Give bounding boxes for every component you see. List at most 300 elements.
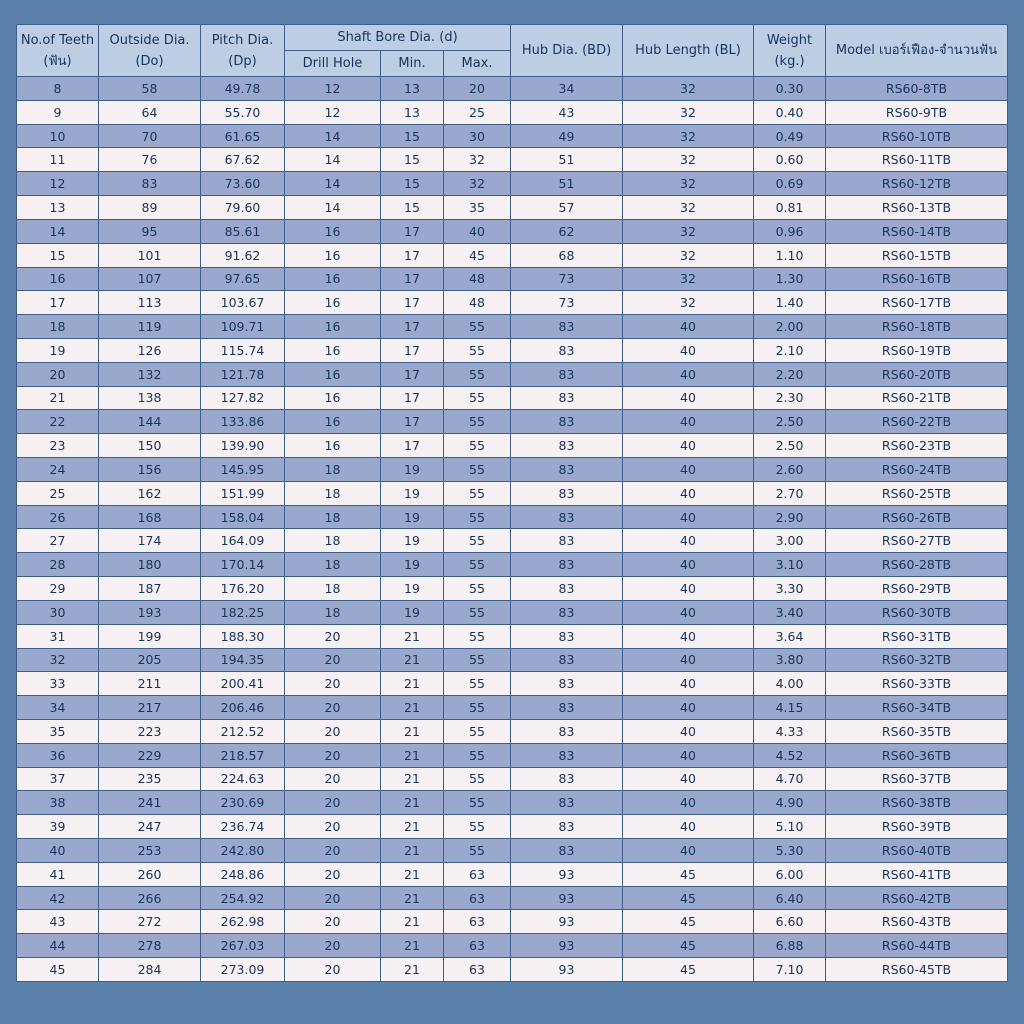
cell-weight: 2.30 [754, 386, 826, 410]
cell-teeth: 12 [17, 172, 99, 196]
table-row [17, 791, 1008, 815]
cell-model: RS60-35TB [826, 719, 1008, 743]
cell-teeth: 11 [17, 148, 99, 172]
header-row-top [17, 25, 1008, 51]
cell-outside-dia: 76 [99, 148, 201, 172]
cell-model: RS60-15TB [826, 243, 1008, 267]
cell-teeth: 27 [17, 529, 99, 553]
cell-hub-length: 32 [623, 77, 754, 101]
cell-max-bore: 55 [444, 338, 511, 362]
cell-weight: 1.40 [754, 291, 826, 315]
cell-max-bore: 55 [444, 648, 511, 672]
cell-pitch-dia: 55.70 [201, 100, 285, 124]
cell-teeth: 31 [17, 624, 99, 648]
cell-weight: 0.81 [754, 196, 826, 220]
cell-drill-hole: 20 [285, 815, 381, 839]
cell-drill-hole: 20 [285, 862, 381, 886]
cell-min-bore: 19 [381, 529, 444, 553]
cell-weight: 6.60 [754, 910, 826, 934]
cell-hub-length: 32 [623, 291, 754, 315]
cell-teeth: 34 [17, 696, 99, 720]
table-row [17, 767, 1008, 791]
cell-weight: 7.10 [754, 958, 826, 982]
cell-min-bore: 21 [381, 958, 444, 982]
cell-hub-length: 45 [623, 934, 754, 958]
cell-teeth: 41 [17, 862, 99, 886]
cell-drill-hole: 20 [285, 910, 381, 934]
cell-hub-length: 40 [623, 434, 754, 458]
cell-drill-hole: 16 [285, 410, 381, 434]
cell-weight: 4.70 [754, 767, 826, 791]
table-row [17, 719, 1008, 743]
cell-model: RS60-40TB [826, 839, 1008, 863]
cell-hub-dia: 83 [511, 362, 623, 386]
cell-pitch-dia: 212.52 [201, 719, 285, 743]
cell-weight: 3.30 [754, 577, 826, 601]
cell-pitch-dia: 158.04 [201, 505, 285, 529]
cell-model: RS60-38TB [826, 791, 1008, 815]
cell-model: RS60-9TB [826, 100, 1008, 124]
cell-min-bore: 21 [381, 696, 444, 720]
cell-teeth: 36 [17, 743, 99, 767]
cell-pitch-dia: 85.61 [201, 219, 285, 243]
cell-model: RS60-32TB [826, 648, 1008, 672]
cell-hub-length: 40 [623, 743, 754, 767]
cell-hub-dia: 83 [511, 791, 623, 815]
cell-outside-dia: 83 [99, 172, 201, 196]
cell-max-bore: 45 [444, 243, 511, 267]
cell-drill-hole: 12 [285, 77, 381, 101]
cell-model: RS60-37TB [826, 767, 1008, 791]
cell-outside-dia: 119 [99, 315, 201, 339]
cell-drill-hole: 20 [285, 696, 381, 720]
table-row [17, 434, 1008, 458]
cell-drill-hole: 20 [285, 958, 381, 982]
cell-model: RS60-41TB [826, 862, 1008, 886]
cell-drill-hole: 16 [285, 219, 381, 243]
cell-min-bore: 17 [381, 338, 444, 362]
cell-pitch-dia: 109.71 [201, 315, 285, 339]
cell-max-bore: 55 [444, 600, 511, 624]
cell-min-bore: 17 [381, 434, 444, 458]
cell-weight: 3.00 [754, 529, 826, 553]
cell-weight: 4.52 [754, 743, 826, 767]
cell-teeth: 42 [17, 886, 99, 910]
cell-drill-hole: 14 [285, 196, 381, 220]
cell-drill-hole: 16 [285, 291, 381, 315]
cell-max-bore: 55 [444, 458, 511, 482]
cell-hub-length: 32 [623, 243, 754, 267]
table-row [17, 553, 1008, 577]
cell-outside-dia: 253 [99, 839, 201, 863]
cell-model: RS60-13TB [826, 196, 1008, 220]
cell-hub-length: 40 [623, 648, 754, 672]
cell-outside-dia: 150 [99, 434, 201, 458]
cell-min-bore: 19 [381, 577, 444, 601]
cell-hub-length: 40 [623, 386, 754, 410]
cell-model: RS60-39TB [826, 815, 1008, 839]
cell-weight: 3.80 [754, 648, 826, 672]
cell-max-bore: 55 [444, 672, 511, 696]
cell-weight: 0.49 [754, 124, 826, 148]
cell-hub-length: 40 [623, 672, 754, 696]
header-hub-length: Hub Length (BL) [623, 25, 754, 77]
cell-drill-hole: 18 [285, 505, 381, 529]
cell-min-bore: 15 [381, 196, 444, 220]
cell-drill-hole: 16 [285, 315, 381, 339]
cell-hub-length: 40 [623, 529, 754, 553]
cell-min-bore: 19 [381, 553, 444, 577]
cell-hub-dia: 83 [511, 458, 623, 482]
table-row [17, 934, 1008, 958]
cell-max-bore: 20 [444, 77, 511, 101]
cell-outside-dia: 95 [99, 219, 201, 243]
header-drill-hole: Drill Hole [285, 51, 381, 77]
table-row [17, 958, 1008, 982]
cell-drill-hole: 16 [285, 243, 381, 267]
table-row [17, 624, 1008, 648]
cell-min-bore: 15 [381, 124, 444, 148]
cell-outside-dia: 266 [99, 886, 201, 910]
cell-hub-dia: 83 [511, 600, 623, 624]
cell-pitch-dia: 170.14 [201, 553, 285, 577]
cell-weight: 0.40 [754, 100, 826, 124]
cell-outside-dia: 70 [99, 124, 201, 148]
cell-max-bore: 55 [444, 696, 511, 720]
cell-max-bore: 32 [444, 148, 511, 172]
cell-pitch-dia: 262.98 [201, 910, 285, 934]
cell-pitch-dia: 91.62 [201, 243, 285, 267]
cell-teeth: 33 [17, 672, 99, 696]
cell-weight: 2.90 [754, 505, 826, 529]
cell-model: RS60-20TB [826, 362, 1008, 386]
cell-drill-hole: 18 [285, 481, 381, 505]
cell-hub-length: 32 [623, 100, 754, 124]
cell-min-bore: 21 [381, 767, 444, 791]
cell-pitch-dia: 127.82 [201, 386, 285, 410]
cell-pitch-dia: 133.86 [201, 410, 285, 434]
cell-outside-dia: 278 [99, 934, 201, 958]
cell-model: RS60-25TB [826, 481, 1008, 505]
cell-hub-length: 45 [623, 886, 754, 910]
cell-hub-dia: 62 [511, 219, 623, 243]
cell-outside-dia: 241 [99, 791, 201, 815]
cell-hub-dia: 73 [511, 267, 623, 291]
cell-hub-dia: 83 [511, 767, 623, 791]
table-row [17, 672, 1008, 696]
cell-min-bore: 13 [381, 77, 444, 101]
cell-hub-length: 40 [623, 696, 754, 720]
cell-max-bore: 55 [444, 624, 511, 648]
cell-drill-hole: 20 [285, 648, 381, 672]
cell-outside-dia: 272 [99, 910, 201, 934]
cell-pitch-dia: 151.99 [201, 481, 285, 505]
cell-weight: 4.33 [754, 719, 826, 743]
cell-hub-dia: 93 [511, 862, 623, 886]
cell-outside-dia: 260 [99, 862, 201, 886]
cell-hub-length: 40 [623, 767, 754, 791]
header-shaft-bore: Shaft Bore Dia. (d) [285, 25, 511, 51]
cell-hub-dia: 83 [511, 696, 623, 720]
cell-max-bore: 55 [444, 577, 511, 601]
header-outside-label: Outside Dia. [109, 32, 190, 48]
cell-hub-length: 40 [623, 481, 754, 505]
cell-teeth: 45 [17, 958, 99, 982]
cell-teeth: 26 [17, 505, 99, 529]
cell-pitch-dia: 188.30 [201, 624, 285, 648]
cell-drill-hole: 20 [285, 672, 381, 696]
cell-hub-dia: 83 [511, 505, 623, 529]
cell-hub-length: 40 [623, 553, 754, 577]
cell-min-bore: 21 [381, 743, 444, 767]
cell-min-bore: 17 [381, 386, 444, 410]
table-row [17, 124, 1008, 148]
cell-pitch-dia: 73.60 [201, 172, 285, 196]
cell-hub-dia: 83 [511, 410, 623, 434]
table-row [17, 648, 1008, 672]
cell-drill-hole: 16 [285, 434, 381, 458]
cell-model: RS60-14TB [826, 219, 1008, 243]
cell-outside-dia: 58 [99, 77, 201, 101]
cell-outside-dia: 101 [99, 243, 201, 267]
cell-drill-hole: 20 [285, 839, 381, 863]
cell-min-bore: 21 [381, 886, 444, 910]
cell-hub-length: 40 [623, 624, 754, 648]
cell-pitch-dia: 145.95 [201, 458, 285, 482]
cell-pitch-dia: 49.78 [201, 77, 285, 101]
cell-weight: 4.90 [754, 791, 826, 815]
cell-hub-length: 40 [623, 362, 754, 386]
cell-max-bore: 63 [444, 886, 511, 910]
table-row [17, 338, 1008, 362]
cell-min-bore: 21 [381, 791, 444, 815]
cell-pitch-dia: 230.69 [201, 791, 285, 815]
cell-hub-length: 40 [623, 839, 754, 863]
cell-weight: 0.30 [754, 77, 826, 101]
cell-pitch-dia: 242.80 [201, 839, 285, 863]
header-outside-unit: (Do) [135, 53, 164, 69]
cell-max-bore: 55 [444, 315, 511, 339]
cell-min-bore: 17 [381, 219, 444, 243]
cell-drill-hole: 16 [285, 338, 381, 362]
cell-max-bore: 35 [444, 196, 511, 220]
cell-hub-dia: 73 [511, 291, 623, 315]
cell-min-bore: 21 [381, 672, 444, 696]
cell-hub-length: 45 [623, 958, 754, 982]
cell-max-bore: 55 [444, 505, 511, 529]
cell-hub-length: 40 [623, 315, 754, 339]
cell-max-bore: 48 [444, 267, 511, 291]
cell-pitch-dia: 206.46 [201, 696, 285, 720]
cell-hub-length: 40 [623, 410, 754, 434]
cell-model: RS60-33TB [826, 672, 1008, 696]
cell-teeth: 14 [17, 219, 99, 243]
cell-outside-dia: 187 [99, 577, 201, 601]
cell-hub-length: 32 [623, 148, 754, 172]
table-header [17, 25, 1008, 77]
cell-drill-hole: 20 [285, 719, 381, 743]
table-row [17, 172, 1008, 196]
table-row [17, 315, 1008, 339]
cell-drill-hole: 20 [285, 624, 381, 648]
cell-hub-dia: 93 [511, 886, 623, 910]
header-weight-unit: (kg.) [774, 53, 805, 69]
cell-teeth: 15 [17, 243, 99, 267]
table-row [17, 243, 1008, 267]
cell-hub-dia: 68 [511, 243, 623, 267]
cell-hub-dia: 83 [511, 529, 623, 553]
header-weight [754, 25, 826, 77]
cell-teeth: 29 [17, 577, 99, 601]
cell-drill-hole: 18 [285, 577, 381, 601]
cell-weight: 2.00 [754, 315, 826, 339]
cell-outside-dia: 205 [99, 648, 201, 672]
cell-pitch-dia: 248.86 [201, 862, 285, 886]
cell-model: RS60-24TB [826, 458, 1008, 482]
cell-max-bore: 55 [444, 529, 511, 553]
cell-hub-dia: 93 [511, 934, 623, 958]
cell-drill-hole: 14 [285, 148, 381, 172]
cell-max-bore: 48 [444, 291, 511, 315]
cell-max-bore: 55 [444, 791, 511, 815]
cell-max-bore: 55 [444, 481, 511, 505]
cell-outside-dia: 138 [99, 386, 201, 410]
cell-hub-dia: 83 [511, 338, 623, 362]
header-min: Min. [381, 51, 444, 77]
cell-pitch-dia: 79.60 [201, 196, 285, 220]
cell-weight: 3.64 [754, 624, 826, 648]
table-row [17, 910, 1008, 934]
cell-teeth: 9 [17, 100, 99, 124]
cell-teeth: 13 [17, 196, 99, 220]
cell-pitch-dia: 254.92 [201, 886, 285, 910]
cell-max-bore: 55 [444, 815, 511, 839]
cell-outside-dia: 284 [99, 958, 201, 982]
cell-model: RS60-8TB [826, 77, 1008, 101]
cell-hub-length: 45 [623, 862, 754, 886]
cell-drill-hole: 16 [285, 362, 381, 386]
cell-outside-dia: 174 [99, 529, 201, 553]
cell-model: RS60-42TB [826, 886, 1008, 910]
cell-weight: 2.50 [754, 434, 826, 458]
cell-min-bore: 19 [381, 505, 444, 529]
table-row [17, 458, 1008, 482]
cell-teeth: 37 [17, 767, 99, 791]
cell-teeth: 32 [17, 648, 99, 672]
cell-teeth: 38 [17, 791, 99, 815]
cell-hub-dia: 57 [511, 196, 623, 220]
cell-teeth: 39 [17, 815, 99, 839]
cell-hub-length: 40 [623, 600, 754, 624]
cell-pitch-dia: 200.41 [201, 672, 285, 696]
cell-hub-dia: 83 [511, 315, 623, 339]
cell-outside-dia: 89 [99, 196, 201, 220]
table-row [17, 481, 1008, 505]
cell-pitch-dia: 121.78 [201, 362, 285, 386]
cell-teeth: 22 [17, 410, 99, 434]
cell-pitch-dia: 236.74 [201, 815, 285, 839]
cell-pitch-dia: 176.20 [201, 577, 285, 601]
cell-min-bore: 19 [381, 481, 444, 505]
cell-weight: 2.70 [754, 481, 826, 505]
cell-teeth: 20 [17, 362, 99, 386]
cell-pitch-dia: 67.62 [201, 148, 285, 172]
cell-model: RS60-31TB [826, 624, 1008, 648]
cell-hub-length: 32 [623, 267, 754, 291]
cell-outside-dia: 199 [99, 624, 201, 648]
cell-teeth: 18 [17, 315, 99, 339]
cell-teeth: 25 [17, 481, 99, 505]
cell-max-bore: 55 [444, 839, 511, 863]
cell-model: RS60-17TB [826, 291, 1008, 315]
cell-max-bore: 55 [444, 362, 511, 386]
cell-pitch-dia: 182.25 [201, 600, 285, 624]
cell-outside-dia: 156 [99, 458, 201, 482]
cell-hub-length: 32 [623, 196, 754, 220]
cell-max-bore: 63 [444, 910, 511, 934]
cell-min-bore: 21 [381, 839, 444, 863]
cell-teeth: 8 [17, 77, 99, 101]
cell-teeth: 17 [17, 291, 99, 315]
cell-teeth: 44 [17, 934, 99, 958]
cell-max-bore: 30 [444, 124, 511, 148]
header-outside-dia [99, 25, 201, 77]
cell-min-bore: 19 [381, 600, 444, 624]
cell-outside-dia: 162 [99, 481, 201, 505]
cell-teeth: 35 [17, 719, 99, 743]
header-pitch-label: Pitch Dia. [211, 32, 274, 48]
cell-weight: 0.69 [754, 172, 826, 196]
cell-hub-length: 40 [623, 791, 754, 815]
cell-min-bore: 17 [381, 291, 444, 315]
cell-hub-dia: 83 [511, 553, 623, 577]
cell-outside-dia: 126 [99, 338, 201, 362]
cell-max-bore: 55 [444, 719, 511, 743]
cell-hub-dia: 83 [511, 481, 623, 505]
cell-hub-dia: 93 [511, 958, 623, 982]
table-row [17, 743, 1008, 767]
cell-outside-dia: 107 [99, 267, 201, 291]
cell-drill-hole: 20 [285, 934, 381, 958]
cell-min-bore: 21 [381, 862, 444, 886]
cell-outside-dia: 132 [99, 362, 201, 386]
cell-model: RS60-44TB [826, 934, 1008, 958]
cell-teeth: 24 [17, 458, 99, 482]
cell-weight: 2.60 [754, 458, 826, 482]
table-row [17, 410, 1008, 434]
cell-weight: 6.40 [754, 886, 826, 910]
cell-model: RS60-11TB [826, 148, 1008, 172]
cell-hub-length: 32 [623, 219, 754, 243]
cell-teeth: 28 [17, 553, 99, 577]
cell-max-bore: 63 [444, 958, 511, 982]
cell-min-bore: 21 [381, 910, 444, 934]
cell-outside-dia: 113 [99, 291, 201, 315]
cell-model: RS60-43TB [826, 910, 1008, 934]
cell-hub-dia: 51 [511, 172, 623, 196]
header-pitch-dia [201, 25, 285, 77]
cell-weight: 1.30 [754, 267, 826, 291]
cell-teeth: 30 [17, 600, 99, 624]
cell-weight: 2.20 [754, 362, 826, 386]
cell-outside-dia: 64 [99, 100, 201, 124]
cell-hub-length: 40 [623, 577, 754, 601]
header-teeth-unit: (ฟัน) [43, 53, 72, 69]
cell-min-bore: 17 [381, 362, 444, 386]
cell-model: RS60-45TB [826, 958, 1008, 982]
cell-pitch-dia: 61.65 [201, 124, 285, 148]
cell-outside-dia: 168 [99, 505, 201, 529]
